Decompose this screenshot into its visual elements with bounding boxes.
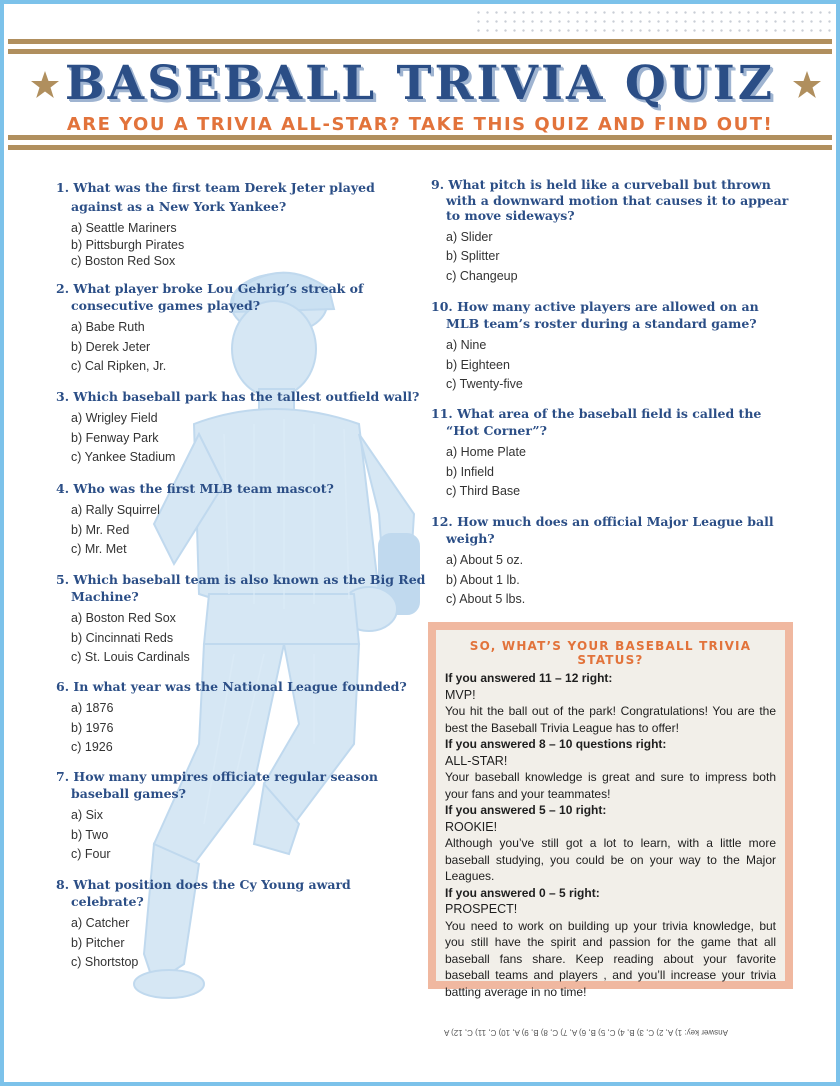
question-9 [431,177,791,286]
answer-option[interactable]: a) Home Plate [446,445,526,459]
answer-option[interactable]: c) Changeup [446,268,518,283]
answer-option[interactable]: a) Six [71,808,103,822]
tier-message: You hit the ball out of the park! Congratulations! You are the best the Baseball Trivia League has to offer! [445,704,776,735]
status-tier [445,802,776,885]
answer-option[interactable]: b) Fenway Park [71,430,159,445]
answer-option[interactable]: b) Infield [446,464,494,479]
question-text: 10. How many active players are allowed on an MLB team’s roster during a standard game? [431,299,759,331]
answer-option[interactable]: b) Pittsburgh Pirates [71,237,185,252]
answer-option[interactable]: b) About 1 lb. [446,572,520,587]
question-1 [56,178,426,270]
header-bottom-rule-2 [8,145,832,150]
tier-level: ROOKIE! [445,819,498,834]
header-top-rule-2 [8,49,832,54]
answer-option[interactable]: a) Slider [446,229,493,244]
answer-option[interactable]: c) Shortstop [71,955,139,969]
answer-option[interactable]: b) Two [71,827,109,842]
status-tier [445,736,776,802]
answer-option[interactable]: a) Seattle Mariners [71,221,177,235]
status-tier [445,670,776,736]
answer-option[interactable]: c) 1926 [71,740,113,754]
tier-message: Although you’ve still got a lot to learn, with a little more baseball studying, you could be on your way to the Major Leagues. [445,836,776,883]
question-8 [56,876,426,973]
answer-option[interactable]: b) Cincinnati Reds [71,630,174,645]
tier-heading: If you answered 0 – 5 right: [445,885,600,900]
answer-option[interactable]: a) Boston Red Sox [71,611,176,625]
question-text: 4. Who was the first MLB team mascot? [56,481,334,496]
header-top-rule [8,39,832,44]
status-tier [445,885,776,1001]
question-text: 7. How many umpires officiate regular season baseball games? [56,769,379,801]
answer-option[interactable]: b) Splitter [446,249,500,263]
question-5 [56,571,426,668]
tier-level: PROSPECT! [445,902,518,916]
question-2 [56,280,426,377]
question-text: 3. Which baseball park has the tallest outfield wall? [56,389,420,404]
question-text: 9. What pitch is held like a curveball but thrown with a downward motion that causes it to appear to move sideways? [431,177,789,223]
question-7 [56,768,426,865]
answer-option[interactable]: a) 1876 [71,701,114,715]
question-text: 2. What player broke Lou Gehrig’s streak of consecutive games played? [56,281,364,313]
status-title: SO, WHAT’S YOUR BASEBALL TRIVIA STATUS? [469,639,752,667]
answer-option[interactable]: a) Nine [446,338,487,352]
answer-option[interactable]: a) Wrigley Field [71,411,158,425]
tier-heading: If you answered 5 – 10 right: [445,803,607,817]
answer-option[interactable]: a) Babe Ruth [71,320,145,334]
trivia-status-box [428,622,793,999]
answer-option[interactable]: a) Catcher [71,916,130,930]
question-4 [56,480,426,560]
question-text: 8. What position does the Cy Young award celebrate? [56,877,351,909]
answer-option[interactable]: c) St. Louis Cardinals [71,650,190,664]
header-bottom-rule [8,135,832,140]
tier-heading: If you answered 11 – 12 right: [445,671,613,685]
answer-option[interactable]: b) Mr. Red [71,522,130,537]
page-subtitle: ARE YOU A TRIVIA ALL-STAR? TAKE THIS QUIZ AND FIND OUT! [66,114,774,135]
question-text: 1. What was the first team Derek Jeter played against as a New York Yankee? [56,180,375,214]
answer-option[interactable]: b) 1976 [71,720,114,735]
tier-heading: If you answered 8 – 10 questions right: [445,737,667,751]
question-text: 6. In what year was the National League founded? [56,679,407,694]
tier-level: ALL-STAR! [445,753,508,768]
answer-option[interactable]: a) About 5 oz. [446,553,524,567]
answer-option[interactable]: a) Rally Squirrel [71,503,160,517]
answer-option[interactable]: c) Twenty-five [446,377,523,391]
answer-option[interactable]: b) Derek Jeter [71,339,151,354]
question-text: 12. How much does an official Major League ball weigh? [431,514,774,546]
answer-option[interactable]: c) Mr. Met [71,542,127,556]
answer-option[interactable]: c) Boston Red Sox [71,254,176,268]
answer-option[interactable]: c) Four [71,847,111,861]
question-11 [431,405,791,502]
dot-pattern [474,8,834,34]
answer-option[interactable]: c) Cal Ripken, Jr. [71,359,167,373]
tier-message: Your baseball knowledge is great and sure to impress both your fans and your teammates! [445,770,776,801]
answer-key: Answer key: 1) A, 2) C, 3) B, 4) C, 5) B, 6) A, 7) C, 8) B, 9) A, 10) C, 11) C, 12) A [444,1028,728,1037]
answer-option[interactable]: c) About 5 lbs. [446,592,526,606]
tier-level: MVP! [445,687,476,702]
question-text: 11. What area of the baseball field is called the “Hot Corner”? [431,406,762,438]
question-text: 5. Which baseball team is also known as the Big Red Machine? [56,572,426,604]
page-title: BASEBALL TRIVIA QUIZ [64,56,776,111]
question-6 [56,678,426,758]
answer-option[interactable]: c) Yankee Stadium [71,450,176,464]
answer-option[interactable]: b) Eighteen [446,357,510,372]
question-12 [431,513,791,610]
answer-option[interactable]: c) Third Base [446,484,521,498]
question-10 [431,298,791,395]
answer-option[interactable]: b) Pitcher [71,935,125,950]
question-3 [56,388,426,468]
tier-message: You need to work on building up your trivia knowledge, but you still have the spirit and passion for the game that all baseball fans share. Keep reading about your favorite baseball teams and players , and you’ll increase your trivia batting average in no time! [445,918,776,999]
